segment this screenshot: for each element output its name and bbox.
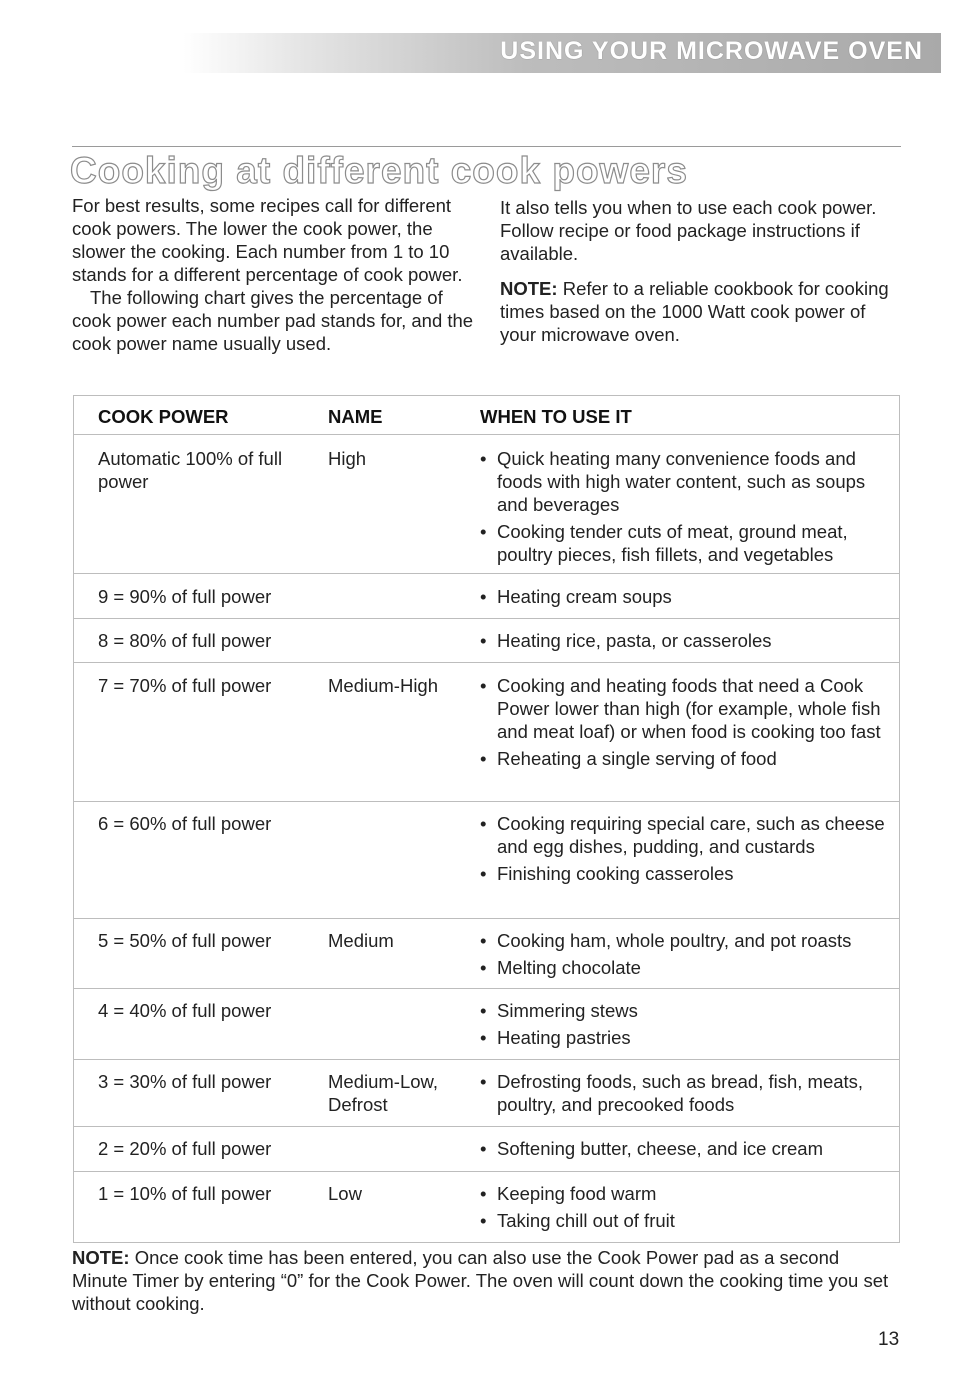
row-name: Medium-High — [328, 675, 439, 696]
table-row — [74, 1126, 899, 1171]
use-item: • Melting chocolate — [480, 956, 885, 979]
use-item: • Cooking ham, whole poultry, and pot roasts — [480, 929, 885, 952]
table-row — [74, 1171, 899, 1242]
row-uses — [480, 1182, 885, 1236]
row-uses — [480, 1137, 885, 1164]
intro-paragraph-1: For best results, some recipes call for different cook powers. The lower the cook power, the slower the cooking. Each number from 1 to 10 stands for a different percentage of cook power. — [72, 195, 463, 285]
row-cook-power: 7 = 70% of full power — [98, 675, 272, 696]
intro-left-column — [72, 194, 477, 355]
use-item: • Defrosting foods, such as bread, fish, meats, poultry, and precooked foods — [480, 1070, 885, 1116]
note-label: NOTE: — [500, 278, 558, 299]
use-item: • Reheating a single serving of food — [480, 747, 885, 770]
row-uses — [480, 447, 885, 570]
use-item: • Heating pastries — [480, 1026, 885, 1049]
row-name: Medium-Low, Defrost — [328, 1071, 439, 1115]
use-item: • Taking chill out of fruit — [480, 1209, 885, 1232]
row-uses — [480, 629, 885, 656]
intro-right-column — [500, 196, 905, 346]
table-row — [74, 1059, 899, 1126]
use-item: • Cooking and heating foods that need a Cook Power lower than high (for example, whole fish and meat loaf) or when food is cooking too fast — [480, 674, 885, 743]
use-item: • Finishing cooking casseroles — [480, 862, 885, 885]
row-cook-power: 9 = 90% of full power — [98, 586, 272, 607]
use-item: • Softening butter, cheese, and ice cream — [480, 1137, 885, 1160]
note-text: Refer to a reliable cookbook for cooking times based on the 1000 Watt cook power of your microwave oven. — [500, 278, 889, 345]
row-cook-power: 1 = 10% of full power — [98, 1183, 272, 1204]
row-uses — [480, 999, 885, 1053]
table-row — [74, 662, 899, 801]
row-cook-power: 2 = 20% of full power — [98, 1138, 272, 1159]
intro-paragraph-2: The following chart gives the percentage of cook power each number pad stands for, and the cook power name usually used. — [72, 287, 474, 354]
banner-title: USING YOUR MICROWAVE OVEN — [500, 37, 923, 65]
footer-note-label: NOTE: — [72, 1247, 130, 1268]
row-cook-power: 6 = 60% of full power — [98, 813, 272, 834]
page-number: 13 — [878, 1329, 900, 1350]
header-name: NAME — [328, 406, 383, 427]
use-item: • Cooking tender cuts of meat, ground meat, poultry pieces, fish fillets, and vegetables — [480, 520, 885, 566]
table-row — [74, 434, 899, 573]
use-item: • Heating cream soups — [480, 585, 885, 608]
use-item: • Quick heating many convenience foods and foods with high water content, such as soups and beverages — [480, 447, 885, 516]
cook-power-table — [73, 395, 900, 1243]
table-row — [74, 988, 899, 1059]
row-uses — [480, 812, 885, 889]
header-when-to-use: WHEN TO USE IT — [480, 406, 632, 427]
row-cook-power: 3 = 30% of full power — [98, 1071, 272, 1092]
intro-note — [500, 277, 905, 346]
row-cook-power: 5 = 50% of full power — [98, 930, 272, 951]
page-title: Cooking at different cook powers — [70, 150, 688, 191]
footer-note-text: Once cook time has been entered, you can also use the Cook Power pad as a second Minute Timer by entering “0” for the Cook Power. The oven will count down the cooking time you set without cooking. — [72, 1247, 889, 1314]
row-name: Low — [328, 1183, 362, 1204]
row-uses — [480, 1070, 885, 1120]
intro-paragraph-3: It also tells you when to use each cook power. Follow recipe or food package instructions if available. — [500, 197, 877, 264]
use-item: • Heating rice, pasta, or casseroles — [480, 629, 885, 652]
footer-note — [72, 1246, 892, 1315]
use-item: • Keeping food warm — [480, 1182, 885, 1205]
row-uses — [480, 929, 885, 983]
row-cook-power: 8 = 80% of full power — [98, 630, 272, 651]
section-banner — [183, 33, 941, 73]
row-name: High — [328, 448, 367, 469]
table-row — [74, 918, 899, 988]
table-header-row — [74, 396, 899, 434]
heading-rule — [72, 146, 901, 147]
table-row — [74, 573, 899, 618]
use-item: • Simmering stews — [480, 999, 885, 1022]
row-name: Medium — [328, 930, 394, 951]
table-row — [74, 801, 899, 918]
row-uses — [480, 674, 885, 774]
row-cook-power: 4 = 40% of full power — [98, 1000, 272, 1021]
use-item: • Cooking requiring special care, such as cheese and egg dishes, pudding, and custards — [480, 812, 885, 858]
row-cook-power: Automatic 100% of full power — [98, 448, 283, 492]
header-cook-power: COOK POWER — [98, 406, 229, 427]
table-row — [74, 618, 899, 662]
row-uses — [480, 585, 885, 612]
